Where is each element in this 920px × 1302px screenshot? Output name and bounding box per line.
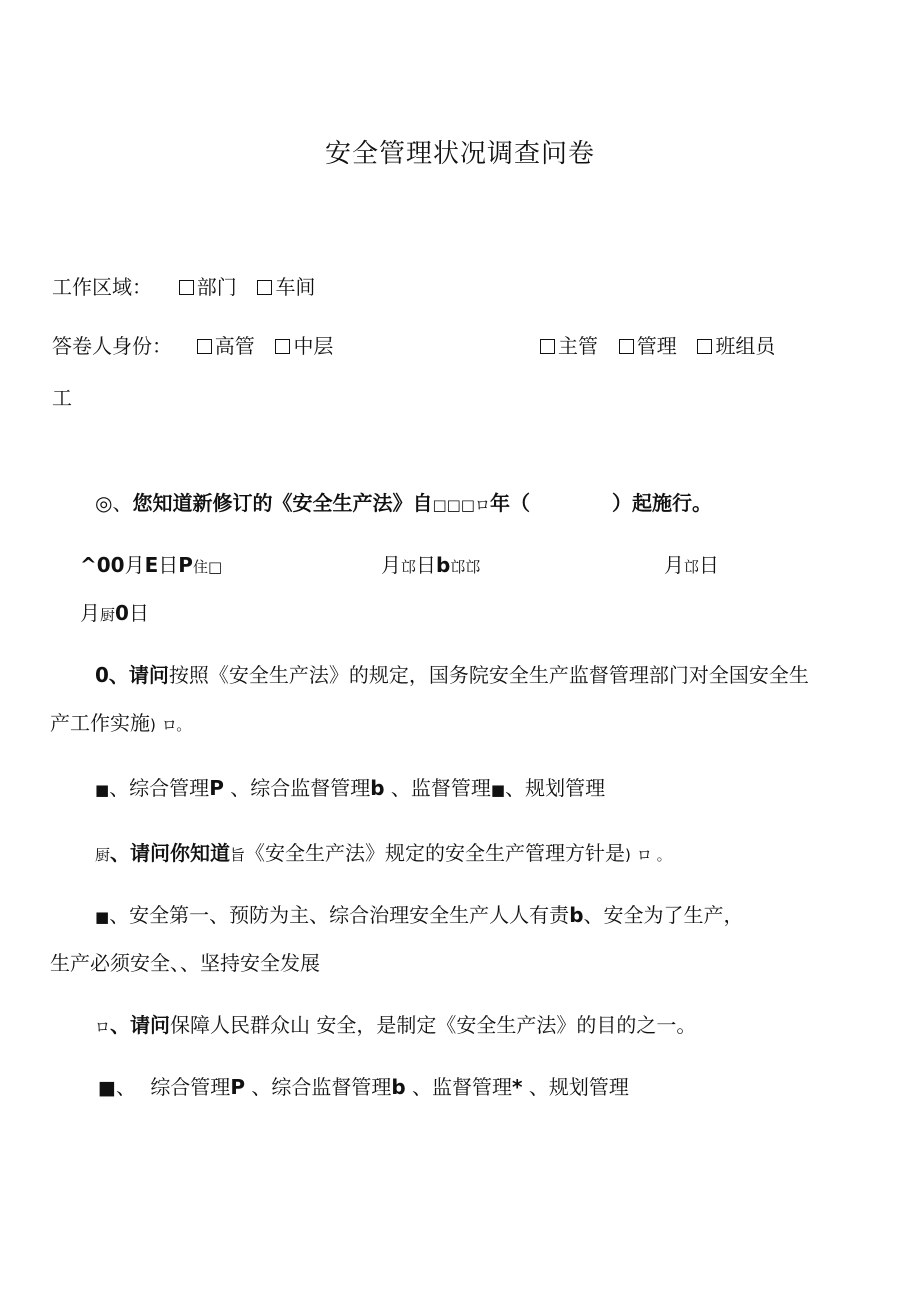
- identity-label: 答卷人身份：: [52, 334, 172, 358]
- question-1: [95, 489, 712, 519]
- work-area-label: 工作区域：: [52, 275, 152, 299]
- checkbox-team-member[interactable]: [697, 339, 712, 354]
- checkbox-middle-management[interactable]: [275, 339, 290, 354]
- identity-wrap-text: 工: [52, 386, 72, 410]
- q3-mid: 旨: [230, 846, 246, 864]
- q1-opt-a-part: 日: [158, 553, 179, 577]
- q4-opt-text: 、规划管理: [522, 1075, 629, 1099]
- q1-opt-c-part: 日: [699, 553, 720, 577]
- bullet-square-icon: ■: [95, 908, 110, 926]
- q4-opt-text: 、: [115, 1075, 143, 1099]
- q2-opt-text: 、综合监督管理: [223, 776, 371, 800]
- q1-option-a[interactable]: [80, 551, 222, 581]
- q1-text-a: 您知道新修订的《安全生产法》自: [132, 491, 433, 515]
- work-area-row: [52, 273, 315, 301]
- q2-opt-letter: b: [370, 776, 385, 800]
- q1-text-b: 年（: [489, 491, 530, 515]
- option-supervisor: 主管: [558, 334, 598, 358]
- checkbox-manager[interactable]: [619, 339, 634, 354]
- q3-marker: 厨: [95, 846, 111, 864]
- q4-options[interactable]: [98, 1073, 629, 1102]
- q2-opt-text: 、监督管理: [384, 776, 491, 800]
- q4-opt-letter: P: [230, 1075, 245, 1099]
- q1-opt-b-part: 月: [381, 553, 401, 577]
- option-workshop: 车间: [275, 275, 316, 299]
- checkbox-supervisor[interactable]: [540, 339, 555, 354]
- checkbox-workshop[interactable]: [257, 280, 272, 295]
- option-department: 部门: [196, 275, 237, 299]
- q3-text: 《安全生产法》规定的安全生产管理方针是: [245, 841, 626, 865]
- q2-opt-letter: P: [209, 776, 224, 800]
- q1-option-b[interactable]: [381, 551, 480, 581]
- q1-opt-a-part: E: [144, 553, 159, 577]
- q4-lead: 、请问: [110, 1013, 171, 1037]
- q1-garbled: □□□ロ: [432, 496, 490, 514]
- bullet-square-icon: ■: [95, 781, 110, 799]
- q1-opt-a-part: P: [178, 553, 193, 577]
- q1-option-d[interactable]: [80, 599, 149, 629]
- q2-text: 按照《安全生产法》的规定，国务院安全生产监督管理部门对全国安全生: [168, 663, 809, 687]
- q1-text-c: ）起施行。: [611, 491, 712, 515]
- q4-marker: ロ: [95, 1018, 111, 1036]
- q2-tail: ): [150, 716, 156, 734]
- q1-opt-d-part: 0: [115, 601, 129, 625]
- q2-options[interactable]: [95, 774, 605, 804]
- q4-opt-letter: b: [391, 1075, 406, 1099]
- question-2: [95, 661, 809, 689]
- q3-tail2: ロ 。: [636, 846, 672, 864]
- q4-text: 保障人民群众山 安全，是制定《安全生产法》的目的之一。: [170, 1013, 697, 1037]
- q4-opt-text: 、综合监督管理: [244, 1075, 392, 1099]
- q1-option-c[interactable]: [664, 551, 719, 581]
- bullet-square-icon: ■: [490, 781, 506, 799]
- q3-opt-text: 、安全为了生产，: [583, 903, 744, 927]
- q1-opt-b-part: 日: [416, 553, 437, 577]
- q3-tail: ): [625, 846, 631, 864]
- q3-options-cont[interactable]: 生产必须安全、、坚持安全发展: [50, 951, 320, 975]
- option-senior-management: 高管: [214, 334, 255, 358]
- q1-opt-c-part: 邙: [684, 558, 700, 576]
- q3-options[interactable]: [95, 901, 744, 931]
- q4-opt-text: 综合管理: [150, 1075, 231, 1099]
- identity-row-right: [540, 332, 775, 360]
- q2-lead: 请问: [128, 663, 169, 687]
- q1-opt-a-part: 月: [124, 553, 145, 577]
- q1-opt-c-part: 月: [664, 553, 684, 577]
- bullet-square-icon: ■: [98, 1077, 116, 1099]
- q1-opt-d-part: 厨: [100, 606, 116, 624]
- question-3: [95, 839, 672, 869]
- q4-opt-letter: *: [512, 1075, 523, 1099]
- checkbox-senior-management[interactable]: [197, 339, 212, 354]
- q3-lead: 、请问你知道: [110, 841, 231, 865]
- q1-opt-b-part: 邙邙: [450, 558, 481, 576]
- document-title: 安全管理状况调查问卷: [324, 139, 595, 169]
- q1-opt-d-part: 日: [128, 601, 149, 625]
- q1-opt-b-part: b: [436, 553, 451, 577]
- q1-opt-d-part: 月: [80, 601, 100, 625]
- q1-opt-a-part: ^00: [80, 553, 125, 577]
- q2-text2: 产工作实施: [50, 711, 150, 735]
- option-middle-management: 中层: [293, 334, 334, 358]
- q4-opt-text: 、监督管理: [405, 1075, 513, 1099]
- q2-marker: 0、: [95, 663, 129, 687]
- option-team-member: 班组员: [715, 334, 776, 358]
- identity-row-left: [52, 332, 333, 360]
- question-4: [95, 1011, 696, 1041]
- q2-tail2: ロ。: [161, 716, 192, 734]
- q1-marker: ◎、: [95, 491, 133, 515]
- q2-opt-text: 、规划管理: [505, 776, 606, 800]
- q2-opt-text: 、综合管理: [109, 776, 210, 800]
- question-2-cont: [50, 709, 191, 739]
- q1-opt-a-part: 住□: [192, 558, 223, 576]
- q3-opt-letter: b: [569, 903, 584, 927]
- checkbox-department[interactable]: [179, 280, 194, 295]
- option-manager: 管理: [636, 334, 677, 358]
- q3-opt-text: 、安全第一、预防为主、综合治理安全生产人人有责: [109, 903, 570, 927]
- q1-opt-b-part: 邙: [401, 558, 417, 576]
